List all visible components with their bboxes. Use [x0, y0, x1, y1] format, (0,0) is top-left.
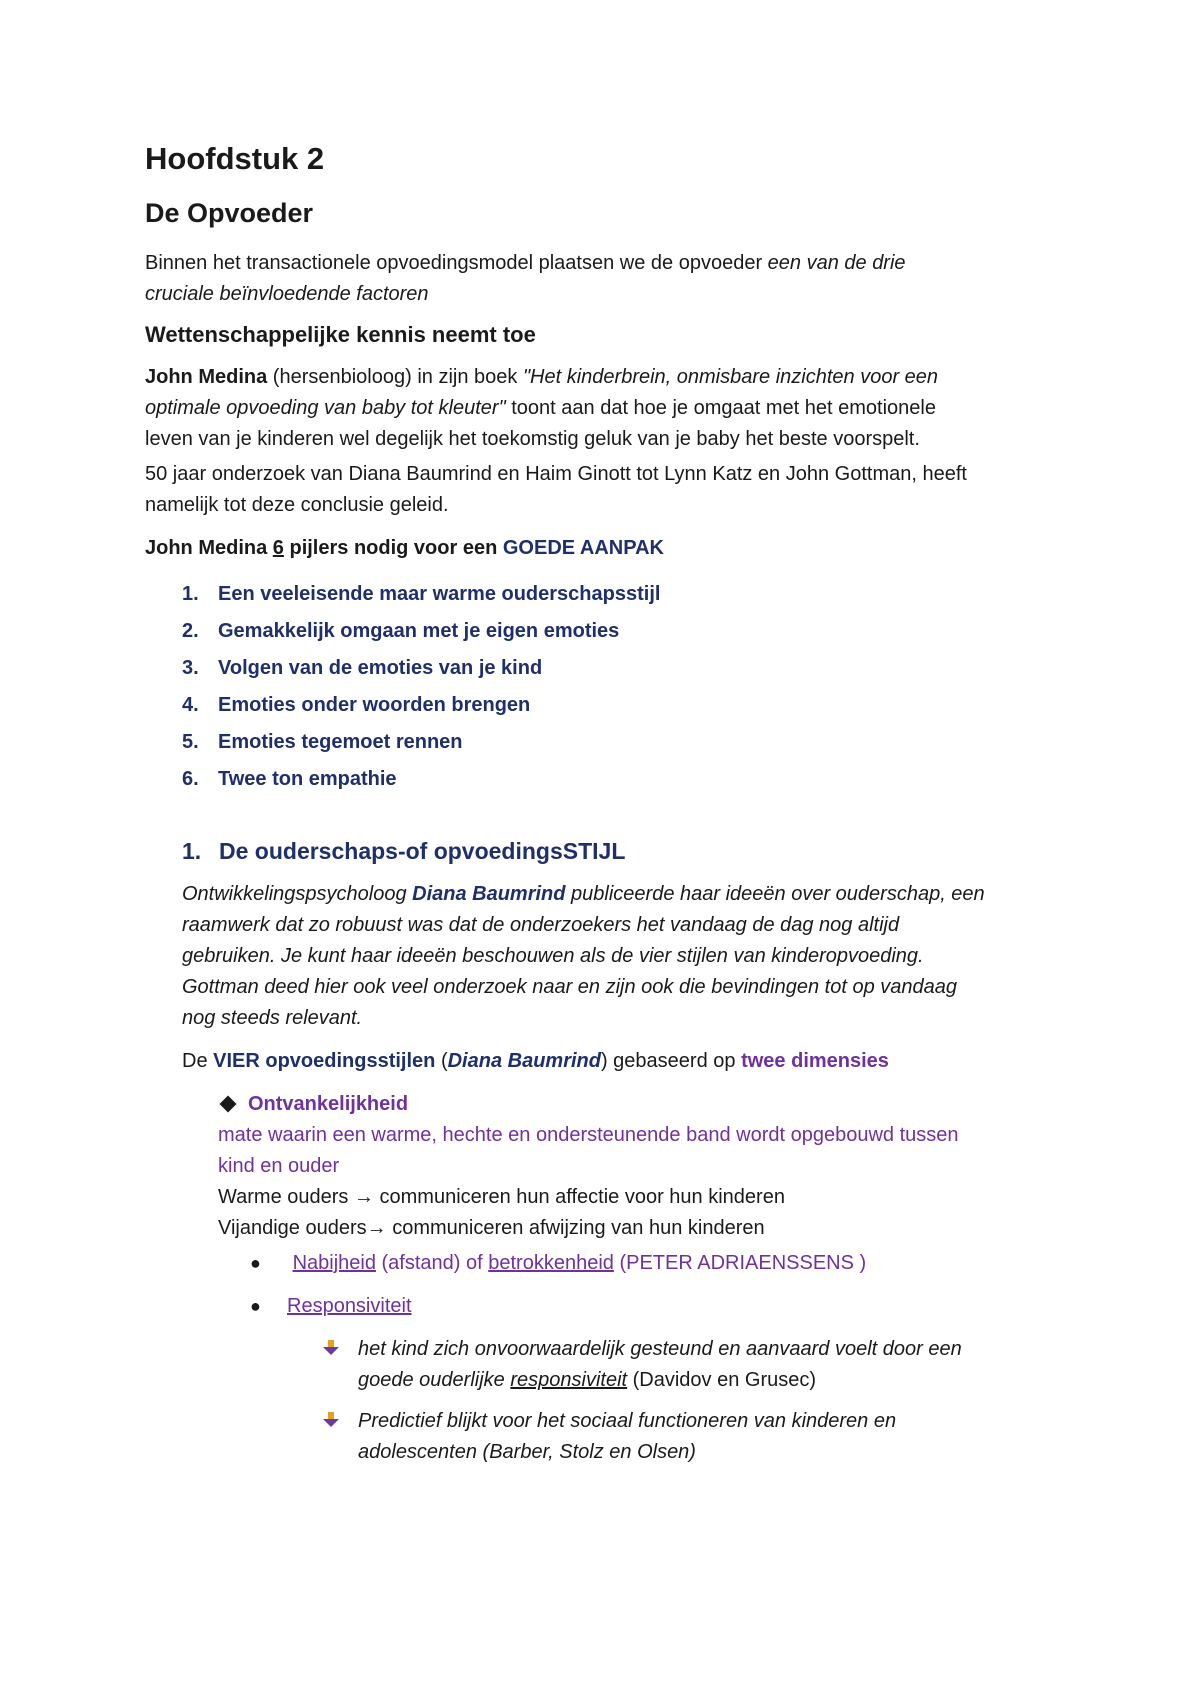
book-title-continued: optimale opvoeding van baby tot kleuter" — [145, 396, 506, 419]
citation: (Davidov en Grusec) — [627, 1368, 817, 1391]
baumrind-paragraph — [182, 879, 1065, 1034]
dimension-heading — [218, 1089, 1065, 1120]
arrow-down-icon — [322, 1334, 358, 1356]
sub-point-text — [358, 1334, 962, 1396]
styles-text: ( — [435, 1049, 448, 1072]
baumrind-name: Diana Baumrind — [412, 882, 566, 905]
list-item-label: Emoties tegemoet rennen — [218, 730, 463, 753]
list-item-label: Volgen van de emoties van je kind — [218, 656, 543, 679]
intro-italic-continued: cruciale beïnvloedende factoren — [145, 282, 429, 305]
pillars-highlight: GOEDE AANPAK — [502, 536, 664, 559]
nabijheid-term: Nabijheid — [292, 1251, 376, 1274]
dimension-desc: kind en ouder — [218, 1154, 340, 1177]
list-item — [145, 576, 1065, 613]
bullet-item — [250, 1291, 1065, 1322]
bullet-text — [287, 1248, 866, 1279]
pillars-intro-text: John Medina — [145, 536, 273, 559]
responsiviteit-underlined: responsiviteit — [510, 1368, 628, 1391]
medina-paragraph — [145, 362, 1065, 455]
styles-name: Diana Baumrind — [447, 1049, 601, 1072]
bullet-text-part: (PETER ADRIAENSSENS ) — [613, 1251, 867, 1274]
sub-point-line: het kind zich onvoorwaardelijk gesteund en aanvaard voelt door een — [358, 1337, 962, 1360]
baumrind-text: nog steeds relevant. — [182, 1006, 363, 1029]
styles-line — [182, 1046, 1065, 1077]
dimension-desc: mate waarin een warme, hechte en ondersteunende band wordt opgebouwd tussen — [218, 1123, 959, 1146]
bullet-text-part: (afstand) of — [375, 1251, 489, 1274]
styles-vier: VIER opvoedingsstijlen — [213, 1049, 436, 1072]
pillars-intro — [145, 533, 1065, 564]
research-line: 50 jaar onderzoek van Diana Baumrind en Haim Ginott tot Lynn Katz en John Gottman, heeft — [145, 462, 967, 485]
list-number: 5. — [182, 730, 199, 753]
section-1-heading — [182, 838, 1065, 865]
styles-text: De — [182, 1049, 214, 1072]
bullet-dot-icon: ● — [250, 1295, 261, 1316]
baumrind-text: publiceerde haar ideeën over ouderschap, een — [565, 882, 985, 905]
section-number: 1. — [182, 837, 202, 864]
baumrind-text: gebruiken. Je kunt haar ideeën beschouwen als de vier stijlen van kinderopvoeding. — [182, 944, 924, 967]
baumrind-text: raamwerk dat zo robuust was dat de onderzoekers het vandaag de dag nog altijd — [182, 913, 900, 936]
dimension-block — [218, 1089, 1065, 1244]
hostile-parents: Vijandige ouders→ communiceren afwijzing van hun kinderen — [218, 1216, 765, 1239]
pillars-list — [145, 576, 1065, 798]
pillars-intro-text: pijlers nodig voor een — [283, 536, 503, 559]
sub-point-line: adolescenten (Barber, Stolz en Olsen) — [358, 1440, 696, 1463]
research-paragraph — [145, 459, 1065, 521]
bullet-item — [250, 1248, 1065, 1279]
list-item-label: Gemakkelijk omgaan met je eigen emoties — [218, 619, 620, 642]
dimension-description — [218, 1120, 1065, 1182]
list-item — [145, 724, 1065, 761]
list-item — [145, 687, 1065, 724]
sub-point-text — [358, 1406, 896, 1468]
medina-name: John Medina — [145, 365, 268, 388]
sub-point-line: Predictief blijkt voor het sociaal functioneren van kinderen en — [358, 1409, 897, 1432]
list-number: 2. — [182, 619, 199, 642]
diamond-bullet-icon — [220, 1096, 237, 1113]
chapter-title: Hoofdstuk 2 — [145, 141, 325, 176]
sub-point-line: goede ouderlijke — [358, 1368, 511, 1391]
list-number: 6. — [182, 767, 199, 790]
intro-text: Binnen het transactionele opvoedingsmodel plaatsen we de opvoeder — [145, 251, 768, 274]
baumrind-text: Ontwikkelingspsycholoog — [182, 882, 413, 905]
list-item — [145, 650, 1065, 687]
document-page — [145, 140, 1065, 1468]
intro-paragraph — [145, 248, 1065, 310]
book-title: "Het kinderbrein, onmisbare inzichten voor een — [522, 365, 939, 388]
list-item-label: Een veeleisende maar warme ouderschapsstijl — [218, 582, 661, 605]
pillars-count: 6 — [272, 536, 284, 559]
sub-point — [322, 1406, 1065, 1468]
medina-text: (hersenbioloog) in zijn boek — [267, 365, 523, 388]
betrokkenheid-term: betrokkenheid — [488, 1251, 614, 1274]
research-line: namelijk tot deze conclusie geleid. — [145, 493, 449, 516]
styles-text: ) gebaseerd op — [600, 1049, 742, 1072]
baumrind-text: Gottman deed hier ook veel onderzoek naar en zijn ook die bevindingen tot op vandaag — [182, 975, 957, 998]
list-item — [145, 761, 1065, 798]
styles-twee: twee dimensies — [741, 1049, 889, 1072]
list-number: 1. — [182, 582, 199, 605]
sub-point — [322, 1334, 1065, 1396]
medina-text-2: toont aan dat hoe je omgaat met het emotionele — [505, 396, 936, 419]
dimension-title: Ontvankelijkheid — [248, 1092, 409, 1115]
section-title: De Opvoeder — [145, 198, 314, 229]
bullet-dot-icon: ● — [250, 1252, 261, 1273]
list-item — [145, 613, 1065, 650]
medina-text-3: leven van je kinderen wel degelijk het toekomstig geluk van je baby het beste voorspelt. — [145, 427, 920, 450]
section-1-title: De ouderschaps-of opvoedingsSTIJL — [219, 837, 626, 864]
list-number: 4. — [182, 693, 199, 716]
intro-italic: een van de drie — [767, 251, 906, 274]
list-number: 3. — [182, 656, 199, 679]
arrow-down-icon — [322, 1406, 358, 1428]
responsiviteit-term: Responsiviteit — [287, 1294, 412, 1317]
warm-parents: Warme ouders → communiceren hun affectie voor hun kinderen — [218, 1185, 785, 1208]
subsection-title: Wettenschappelijke kennis neemt toe — [145, 321, 536, 347]
list-item-label: Emoties onder woorden brengen — [218, 693, 531, 716]
list-item-label: Twee ton empathie — [218, 767, 397, 790]
